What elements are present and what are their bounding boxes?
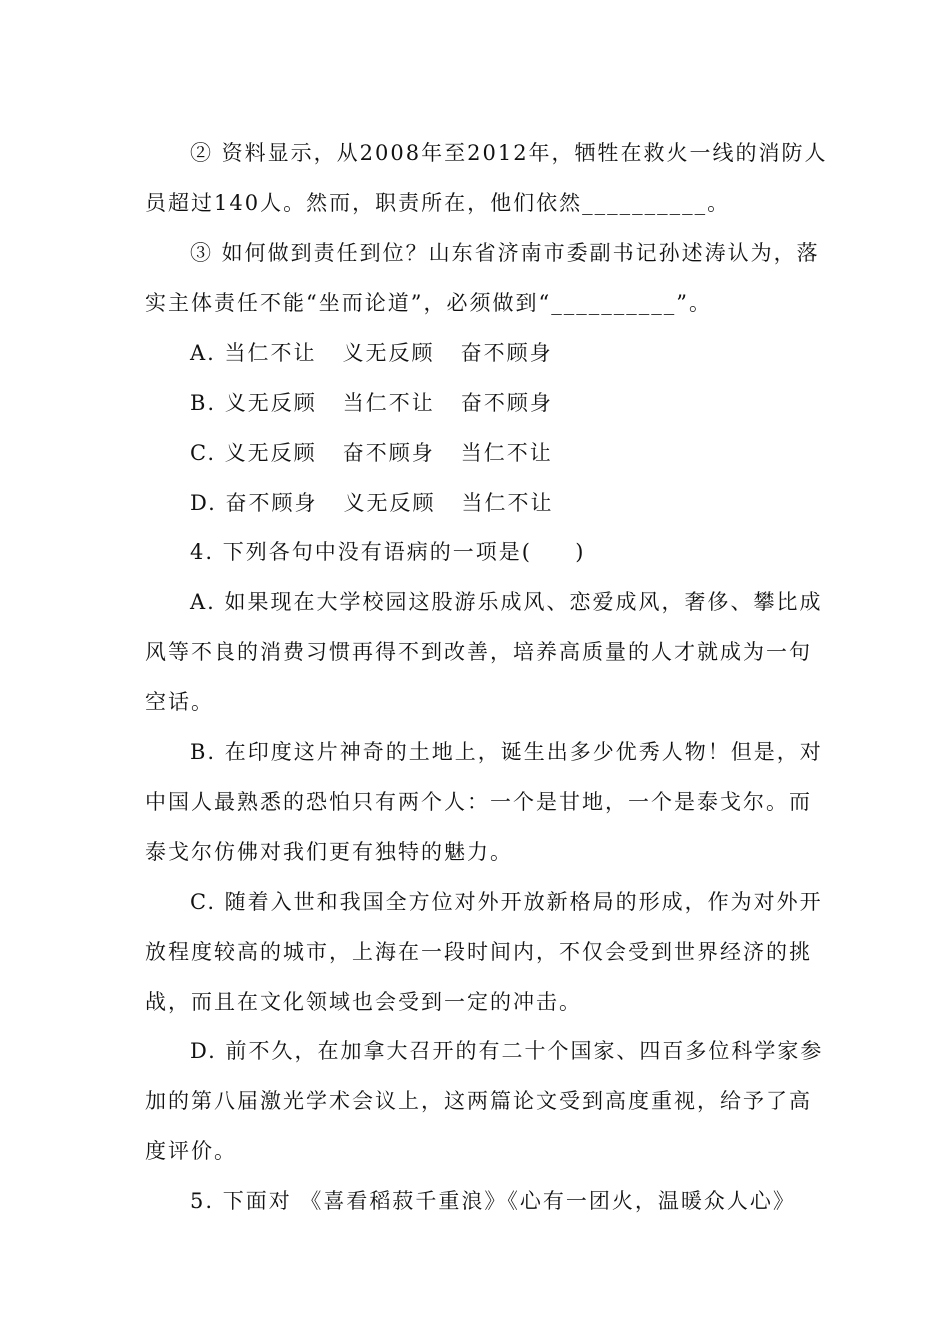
question-4: 4. 下列各句中没有语病的一项是( ) — [190, 540, 586, 564]
text-line: 空话。 — [145, 690, 214, 714]
text-line: D. 前不久，在加拿大召开的有二十个国家、四百多位科学家参 — [190, 1039, 824, 1063]
option-b: B. 义无反顾 当仁不让 奋不顾身 — [190, 391, 553, 415]
text-line: 中国人最熟悉的恐怕只有两个人：一个是甘地，一个是泰戈尔。而 — [145, 790, 812, 814]
text-line: 实主体责任不能“坐而论道”，必须做到“__________”。 — [145, 291, 712, 315]
text-line: 度评价。 — [145, 1139, 237, 1163]
question-5: 5. 下面对 《喜看稻菽千重浪》《心有一团火，温暖众人心》 — [190, 1189, 796, 1213]
text-line: 泰戈尔仿佛对我们更有独特的魅力。 — [145, 840, 513, 864]
text-line: 战，而且在文化领域也会受到一定的冲击。 — [145, 990, 582, 1014]
text-line: ③ 如何做到责任到位？山东省济南市委副书记孙述涛认为，落 — [190, 241, 820, 265]
text-line: B. 在印度这片神奇的土地上，诞生出多少优秀人物！但是，对 — [190, 740, 823, 764]
text-line: 风等不良的消费习惯再得不到改善，培养高质量的人才就成为一句 — [145, 640, 812, 664]
option-a: A. 当仁不让 义无反顾 奋不顾身 — [190, 341, 553, 365]
text-line: 放程度较高的城市，上海在一段时间内，不仅会受到世界经济的挑 — [145, 940, 812, 964]
text-line: 加的第八届激光学术会议上，这两篇论文受到高度重视，给予了高 — [145, 1089, 812, 1113]
text-line: A. 如果现在大学校园这股游乐成风、恋爱成风，奢侈、攀比成 — [190, 590, 823, 614]
text-line: 员超过140人。然而，职责所在，他们依然__________。 — [145, 191, 731, 215]
option-d: D. 奋不顾身 义无反顾 当仁不让 — [190, 491, 554, 515]
text-line: C. 随着入世和我国全方位对外开放新格局的形成，作为对外开 — [190, 890, 823, 914]
text-line: ② 资料显示，从2008年至2012年，牺牲在救火一线的消防人 — [190, 141, 828, 165]
option-c: C. 义无反顾 奋不顾身 当仁不让 — [190, 441, 553, 465]
